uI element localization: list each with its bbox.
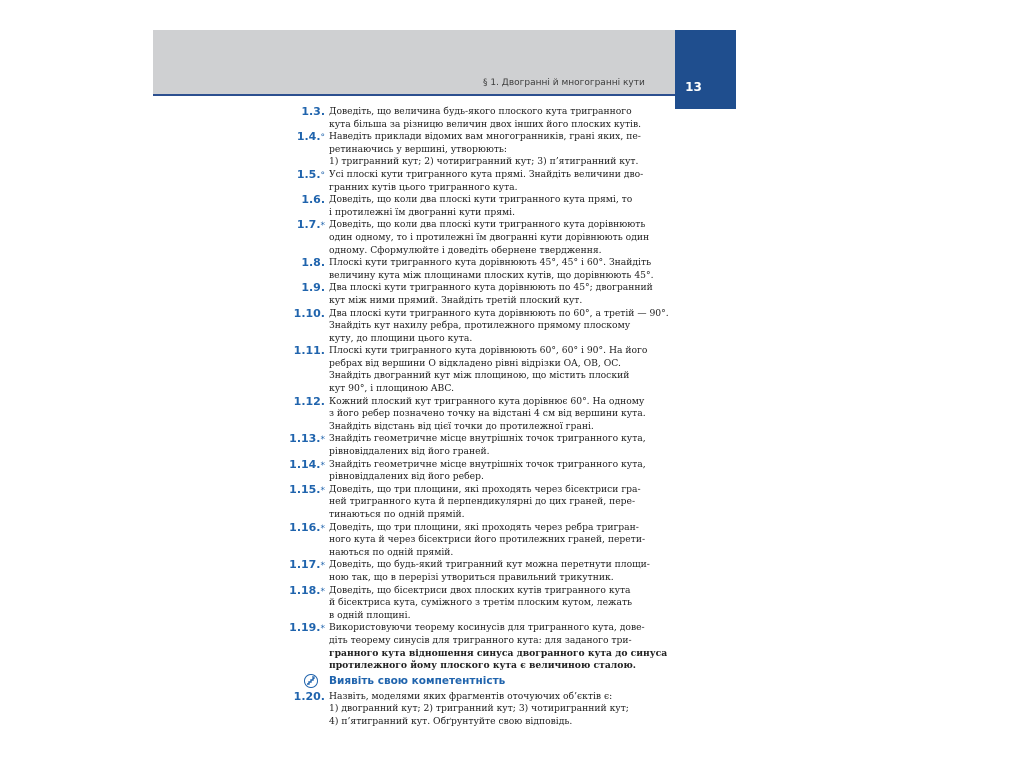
exercise-text-line: Знайдіть кут нахилу ребра, протилежного прямому плоскому (329, 320, 631, 332)
exercise-text-line: кут 90°, і площиною ABC. (329, 383, 455, 395)
running-head: § 1. Двогранні й многогранні кути (483, 78, 645, 88)
exercise-number (275, 308, 325, 322)
exercise-number-text: 1.7. (296, 218, 321, 232)
exercise-number (275, 257, 325, 271)
exercise-text (329, 622, 673, 672)
exercise-number (275, 585, 325, 599)
exercise-text-line: й бісектриса кута, суміжного з третім плоским кутом, лежать (329, 597, 633, 609)
difficulty-mark: * (320, 460, 325, 471)
section-title: Виявіть свою компетентність (329, 674, 506, 687)
header-rule (153, 94, 675, 96)
exercise-item (153, 308, 673, 346)
textbook-page (153, 30, 736, 755)
exercise-text-line: Два плоскі кути тригранного кута дорівнюють по 60°, а третій — 90°. (329, 307, 669, 319)
exercise-number-text: 1.19. (289, 621, 321, 635)
exercise-text-line: ребрах від вершини O відкладено рівні відрізки OA, OB, OC. (329, 357, 621, 369)
exercise-text-line: Доведіть, що будь-який тригранний кут можна перетнути площи- (329, 559, 650, 571)
exercise-text-line: Доведіть, що коли два плоскі кути тригранного кута прямі, то (329, 194, 633, 206)
exercise-item (153, 585, 673, 623)
exercise-text-line: Доведіть, що три площини, які проходять через бісектриси гра- (329, 483, 641, 495)
exercise-text (329, 131, 673, 169)
exercise-text (329, 433, 673, 458)
exercise-text (329, 194, 673, 219)
exercise-number-text: 1.13. (289, 432, 321, 446)
difficulty-mark: * (320, 624, 325, 635)
exercise-text (329, 219, 673, 257)
competence-exercise-list (153, 691, 673, 729)
exercise-number-text: 1.16. (289, 520, 321, 534)
exercise-text (329, 282, 673, 307)
exercise-text (329, 484, 673, 522)
exercise-text-line: Плоскі кути тригранного кута дорівнюють 45°, 45° і 60°. Знайдіть (329, 257, 652, 269)
difficulty-mark: * (320, 485, 325, 496)
exercise-number (275, 622, 325, 636)
exercise-number-text: 1.18. (289, 583, 321, 597)
exercise-text (329, 691, 673, 729)
exercise-item (153, 691, 673, 729)
exercise-text-line: і протилежні їм двогранні кути прямі. (329, 206, 516, 218)
exercise-text-line: тинаються по одній прямій. (329, 509, 465, 520)
exercise-item (153, 459, 673, 484)
exercise-text-line: Кожний плоский кут тригранного кута дорівнює 60°. На одному (329, 395, 645, 407)
difficulty-mark: ° (320, 170, 325, 181)
exercise-text-line: Наведіть приклади відомих вам многогранників, грані яких, пе- (329, 131, 641, 143)
exercise-text-line: в одній площині. (329, 609, 411, 621)
exercise-number (275, 691, 325, 705)
exercise-text-line: наються по одній прямій. (329, 546, 454, 558)
exercise-item (153, 396, 673, 434)
exercise-text-line: Знайдіть двогранний кут між площиною, що містить плоский (329, 370, 630, 382)
exercise-text (329, 522, 673, 560)
exercise-text-line: Доведіть, що бісектриси двох плоских кутів тригранного кута (329, 584, 631, 596)
exercise-item (153, 522, 673, 560)
exercise-text-line: Плоскі кути тригранного кута дорівнюють 60°, 60° і 90°. На його (329, 345, 648, 357)
exercise-text-line: Знайдіть геометричне місце внутрішніх точок тригранного кута, (329, 433, 646, 445)
exercise-number (275, 194, 325, 208)
exercise-number-text: 1.17. (289, 558, 321, 572)
exercise-text-line: Доведіть, що три площини, які проходять через ребра тригран- (329, 521, 639, 533)
exercise-text-line: кут між ними прямий. Знайдіть третій плоский кут. (329, 294, 583, 306)
exercise-text (329, 396, 673, 434)
exercise-number-text: 1.20. (293, 689, 325, 703)
exercise-number (275, 396, 325, 410)
exercise-number-text: 1.15. (289, 482, 321, 496)
exercise-item (153, 622, 673, 672)
exercise-text-line: кута більша за різницю величин двох інших його плоских кутів. (329, 118, 642, 130)
exercise-text-line: Доведіть, що коли два плоскі кути тригранного кута дорівнюють (329, 219, 646, 231)
exercise-item (153, 194, 673, 219)
exercise-text (329, 585, 673, 623)
exercise-text-line: ретинаючись у вершині, утворюють: (329, 143, 508, 155)
exercise-number (275, 459, 325, 473)
exercise-text-line: Назвіть, моделями яких фрагментів оточуючих об’єктів є: (329, 690, 613, 702)
exercise-item (153, 559, 673, 584)
exercise-number (275, 282, 325, 296)
exercise-text-line: одному. Сформулюйте і доведіть обернене твердження. (329, 244, 602, 256)
exercise-number (275, 219, 325, 233)
exercise-text-line: 1) двогранний кут; 2) тригранний кут; 3) чотиригранний кут; (329, 703, 629, 715)
exercise-item (153, 131, 673, 169)
exercise-number-text: 1.11. (293, 344, 325, 358)
exercise-text-line: Використовуючи теорему косинусів для тригранного кута, дове- (329, 622, 645, 634)
exercise-number-text: 1.4. (296, 130, 321, 144)
exercise-item (153, 484, 673, 522)
exercise-number (275, 484, 325, 498)
exercise-number-text: 1.3. (301, 105, 325, 118)
exercise-number-text: 1.8. (301, 256, 325, 270)
exercise-number (275, 522, 325, 536)
exercise-text (329, 559, 673, 584)
exercise-number-text: 1.12. (293, 394, 325, 408)
exercise-number-text: 1.5. (296, 167, 321, 181)
exercise-text (329, 257, 673, 282)
exercise-text-line: Знайдіть геометричне місце внутрішніх точок тригранного кута, (329, 458, 646, 470)
exercise-number-text: 1.10. (293, 306, 325, 320)
section-heading (153, 673, 673, 691)
exercise-text-line: 1) тригранний кут; 2) чотиригранний кут; 3) п’ятигранний кут. (329, 156, 639, 168)
exercise-text-line: Знайдіть відстань від цієї точки до протилежної грані. (329, 420, 594, 432)
exercise-text (329, 106, 673, 131)
page-number: 13 (685, 80, 702, 94)
exercise-item (153, 433, 673, 458)
exercise-number (275, 106, 325, 120)
exercise-text-line: ного кута й через бісектриси його протилежних граней, перети- (329, 534, 646, 546)
exercise-item (153, 169, 673, 194)
exercise-item (153, 106, 673, 131)
exercise-text-line: з його ребер позначено точку на відстані 4 см від вершини кута. (329, 408, 646, 420)
difficulty-mark: * (320, 523, 325, 534)
exercise-number-text: 1.14. (289, 457, 321, 471)
difficulty-mark: ° (320, 133, 325, 144)
exercise-item (153, 345, 673, 395)
exercise-text-line: рівновіддалених від його граней. (329, 446, 490, 458)
exercise-number (275, 559, 325, 573)
exercise-item (153, 219, 673, 257)
exercise-text (329, 308, 673, 346)
exercise-item (153, 257, 673, 282)
header-band (153, 30, 675, 96)
exercise-text-line: діть теорему синусів для тригранного кута: для заданого три- (329, 634, 632, 646)
exercise-text-line: гранних кутів цього тригранного кута. (329, 181, 518, 193)
problem-list (153, 106, 673, 729)
difficulty-mark: * (320, 561, 325, 572)
difficulty-mark: * (320, 435, 325, 446)
exercise-text-line: куту, до площини цього кута. (329, 332, 473, 344)
exercise-item (153, 282, 673, 307)
competence-stairs-icon (304, 674, 318, 688)
exercise-text-line: Усі плоскі кути тригранного кута прямі. Знайдіть величини дво- (329, 168, 644, 180)
exercise-text-line: ней тригранного кута й перпендикулярні до цих граней, пере- (329, 496, 636, 508)
exercise-text-line: рівновіддалених від його ребер. (329, 471, 484, 483)
exercise-number (275, 345, 325, 359)
exercise-number (275, 131, 325, 145)
exercise-text-line: Два плоскі кути тригранного кута дорівнюють по 45°; двогранний (329, 282, 653, 294)
difficulty-mark: * (320, 586, 325, 597)
exercise-text-line: гранного кута відношення синуса двогранного кута до синуса (329, 647, 668, 659)
exercise-text-line: 4) п’ятигранний кут. Обґрунтуйте свою відповідь. (329, 715, 573, 727)
exercise-number-text: 1.9. (301, 281, 325, 295)
page-tab (675, 30, 736, 109)
exercise-text-line: Доведіть, що величина будь-якого плоского кута тригранного (329, 106, 632, 117)
exercise-list (153, 106, 673, 673)
exercise-number (275, 433, 325, 447)
exercise-number (275, 169, 325, 183)
exercise-text (329, 169, 673, 194)
exercise-number-text: 1.6. (301, 193, 325, 207)
difficulty-mark: * (320, 221, 325, 232)
exercise-text-line: один одному, то і протилежні їм двогранні кути дорівнюють один (329, 231, 650, 243)
exercise-text-line: величину кута між площинами плоских кутів, що дорівнюють 45°. (329, 269, 654, 281)
exercise-text (329, 345, 673, 395)
exercise-text-line: протилежного йому плоского кута є величиною сталою. (329, 660, 636, 672)
exercise-text (329, 459, 673, 484)
exercise-text-line: ною так, що в перерізі утвориться правильний трикутник. (329, 571, 614, 583)
